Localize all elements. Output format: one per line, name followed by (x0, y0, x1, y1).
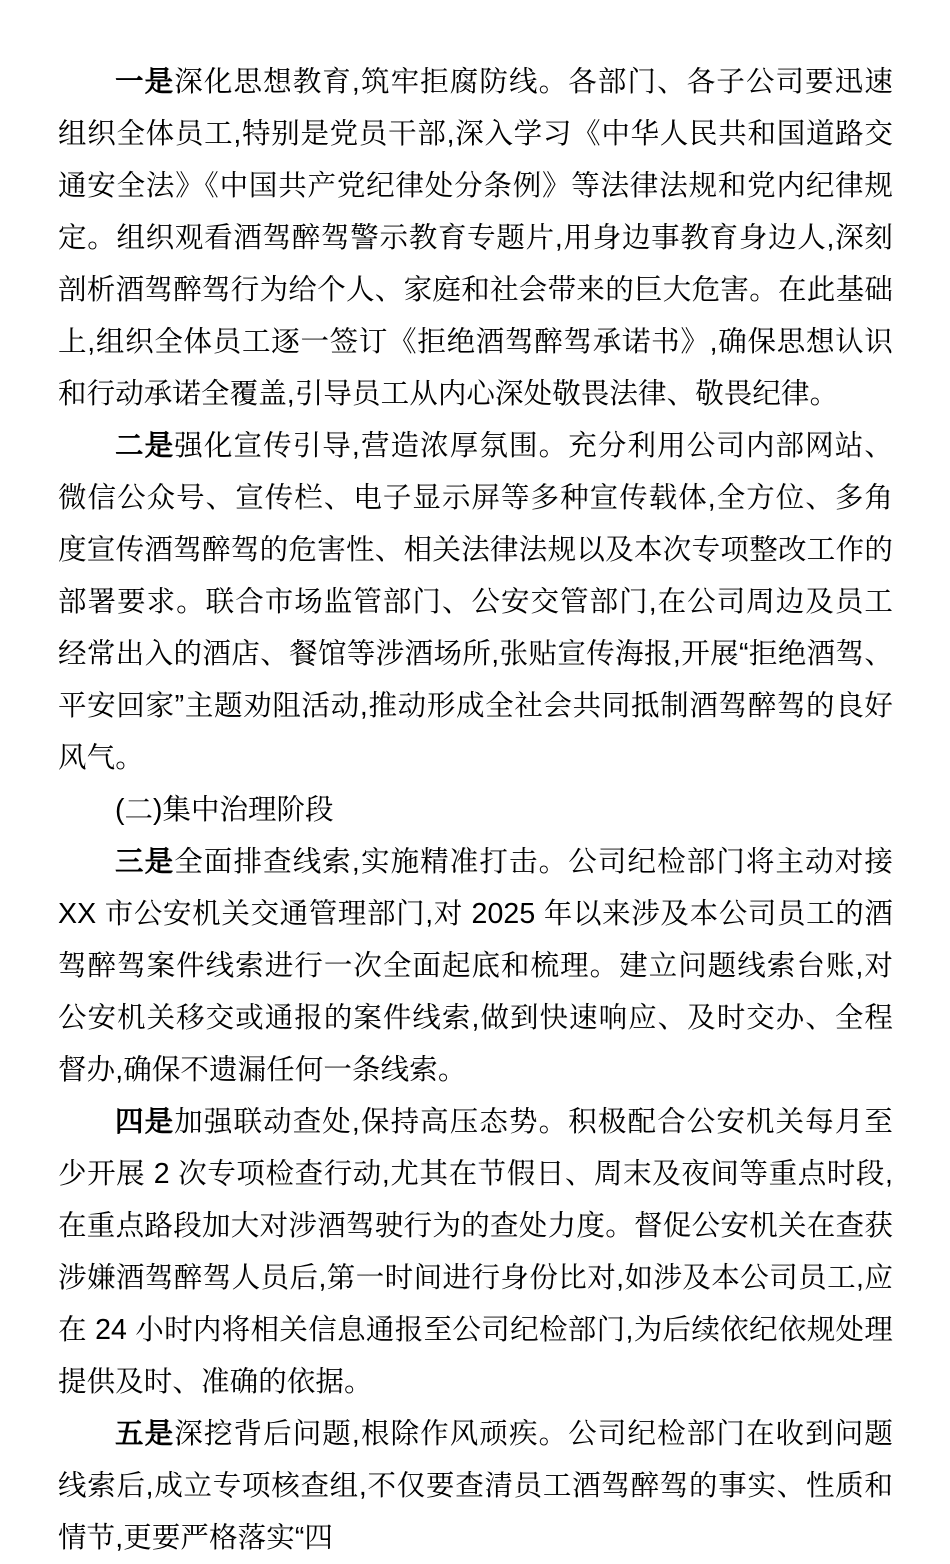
paragraph-san-shi (58, 836, 893, 1096)
document-body (58, 56, 893, 1564)
paragraph-lead-marker: 一是 (115, 66, 175, 98)
paragraph-lead-marker: 二是 (115, 430, 175, 462)
paragraph-si-shi (58, 1096, 893, 1408)
paragraph-lead-marker: 三是 (115, 846, 175, 878)
paragraph-lead-marker: 四是 (115, 1106, 175, 1138)
paragraph-wu-shi (58, 1408, 893, 1564)
paragraph-yi-shi (58, 56, 893, 420)
paragraph-er-shi (58, 420, 893, 784)
paragraph-text: 全面排查线索,实施精准打击。公司纪检部门将主动对接 XX 市公安机关交通管理部门,对 2025 年以来涉及本公司员工的酒驾醉驾案件线索进行一次全面起底和梳理。建立问题线索台账,对公安机关移交或通报的案件线索,做到快速响应、及时交办、全程督办,确保不遗漏任何一条线索。 (58, 846, 894, 1086)
paragraph-text: 深挖背后问题,根除作风顽疾。公司纪检部门在收到问题线索后,成立专项核查组,不仅要查清员工酒驾醉驾的事实、性质和情节,更要严格落实“四 (58, 1418, 894, 1554)
paragraph-lead-marker: 五是 (115, 1418, 175, 1450)
paragraph-text: 加强联动查处,保持高压态势。积极配合公安机关每月至少开展 2 次专项检查行动,尤其在节假日、周末及夜间等重点时段,在重点路段加大对涉酒驾驶行为的查处力度。督促公安机关在查获涉嫌酒驾醉驾人员后,第一时间进行身份比对,如涉及本公司员工,应在 24 小时内将相关信息通报至公司纪检部门,为后续依纪依规处理提供及时、准确的依据。 (58, 1106, 894, 1398)
section-heading-2: (二)集中治理阶段 (115, 794, 334, 826)
paragraph-text: 深化思想教育,筑牢拒腐防线。各部门、各子公司要迅速组织全体员工,特别是党员干部,深入学习《中华人民共和国道路交通安全法》《中国共产党纪律处分条例》等法律法规和党内纪律规定。组织观看酒驾醉驾警示教育专题片,用身边事教育身边人,深刻剖析酒驾醉驾行为给个人、家庭和社会带来的巨大危害。在此基础上,组织全体员工逐一签订《拒绝酒驾醉驾承诺书》,确保思想认识和行动承诺全覆盖,引导员工从内心深处敬畏法律、敬畏纪律。 (58, 66, 894, 410)
paragraph-text: 强化宣传引导,营造浓厚氛围。充分利用公司内部网站、微信公众号、宣传栏、电子显示屏等多种宣传载体,全方位、多角度宣传酒驾醉驾的危害性、相关法律法规以及本次专项整改工作的部署要求。联合市场监管部门、公安交管部门,在公司周边及员工经常出入的酒店、餐馆等涉酒场所,张贴宣传海报,开展“拒绝酒驾、平安回家”主题劝阻活动,推动形成全社会共同抵制酒驾醉驾的良好风气。 (58, 430, 894, 774)
